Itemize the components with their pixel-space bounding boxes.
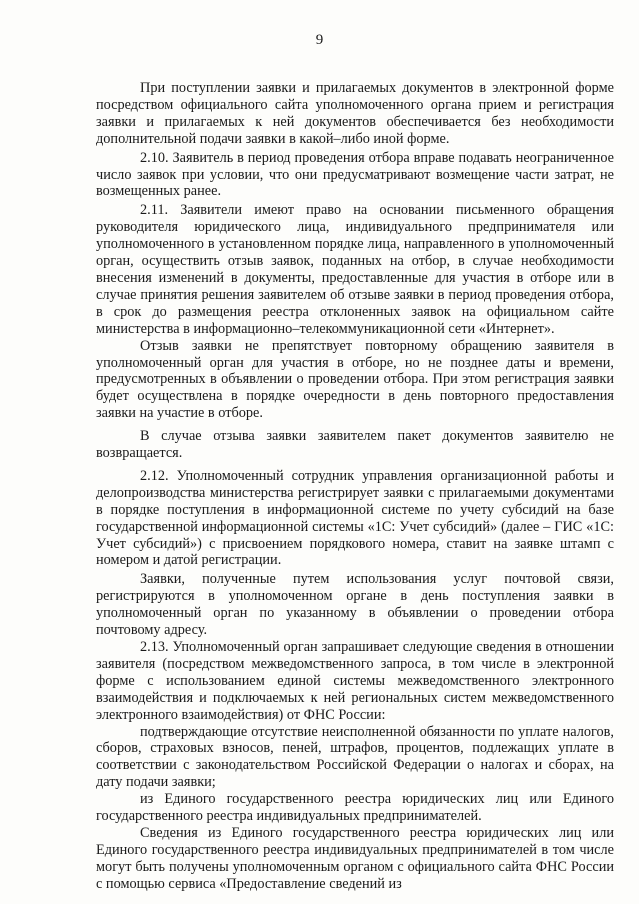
paragraph-fns-service: Сведения из Единого государственного реестра юридических лиц или Единого государственного реестра индивидуальных предпринимателей в том числе могут быть получены уполномоченным органом с официального сайта ФНС России с помощью сервиса «Предоставление сведений из (96, 824, 614, 892)
paragraph-2-10: 2.10. Заявитель в период проведения отбора вправе подавать неограниченное число заявок при условии, что они предусматривают возмещение части затрат, не возмещенных ранее. (96, 149, 614, 200)
paragraph-no-return: В случае отзыва заявки заявителем пакет документов заявителю не возвращается. (96, 428, 614, 462)
paragraph-2-11: 2.11. Заявители имеют право на основании письменного обращения руководителя юридического лица, индивидуального предпринимателя или уполномоченного в установленном порядке лица, направленного в уполномоченный орган, осуществить отзыв заявок, поданных на отбор, в случае необходимости внесения изменений в документы, предоставленные для участия в отборе или в случае принятия решения заявителем об отзыве заявки в период проведения отбора, в срок до размещения реестра отклоненных заявок на официальном сайте министерства в информационно–телекоммуникационной сети «Интернет». (96, 202, 614, 337)
paragraph-2-12: 2.12. Уполномоченный сотрудник управления организационной работы и делопроизводства министерства регистрирует заявки с прилагаемыми документами в порядке поступления в информационной системе по учету субсидий на базе государственной информационной системы «1С: Учет субсидий» (далее – ГИС «1С: Учет субсидий») с присвоением порядкового номера, ставит на заявке штамп с номером и датой регистрации. (96, 467, 614, 569)
list-item-tax: подтверждающие отсутствие неисполненной обязанности по уплате налогов, сборов, страховых взносов, пеней, штрафов, процентов, подлежащих уплате в соответствии с законодательством Российской Федерации о налогах и сборах, на дату подачи заявки; (96, 723, 614, 791)
paragraph-electronic-submission: При поступлении заявки и прилагаемых документов в электронной форме посредством официального сайта уполномоченного органа прием и регистрация заявки и прилагаемых к ней документов обеспечивается без необходимости дополнительной подачи заявки в какой–либо иной форме. (96, 80, 614, 147)
paragraph-2-13: 2.13. Уполномоченный орган запрашивает следующие сведения в отношении заявителя (посредством межведомственного запроса, в том числе в электронной форме с использованием единой системы межведомственного электронного взаимодействия и подключаемых к ней региональных систем межведомственного электронного взаимодействия) от ФНС России: (96, 639, 614, 723)
document-body (96, 80, 614, 893)
paragraph-postal: Заявки, полученные путем использования услуг почтовой связи, регистрируются в уполномоченном органе в день поступления заявки в уполномоченный орган по указанному в объявлении о проведении отбора почтовому адресу. (96, 571, 614, 639)
paragraph-withdrawal: Отзыв заявки не препятствует повторному обращению заявителя в уполномоченный орган для участия в отборе, но не позднее даты и времени, предусмотренных в объявлении о проведении отбора. При этом регистрация заявки будет осуществлена в порядке очередности в день повторного предоставления заявки на участие в отборе. (96, 337, 614, 422)
list-item-registry: из Единого государственного реестра юридических лиц или Единого государственного реестра индивидуальных предпринимателей. (96, 791, 614, 825)
page-number: 9 (315, 32, 324, 48)
